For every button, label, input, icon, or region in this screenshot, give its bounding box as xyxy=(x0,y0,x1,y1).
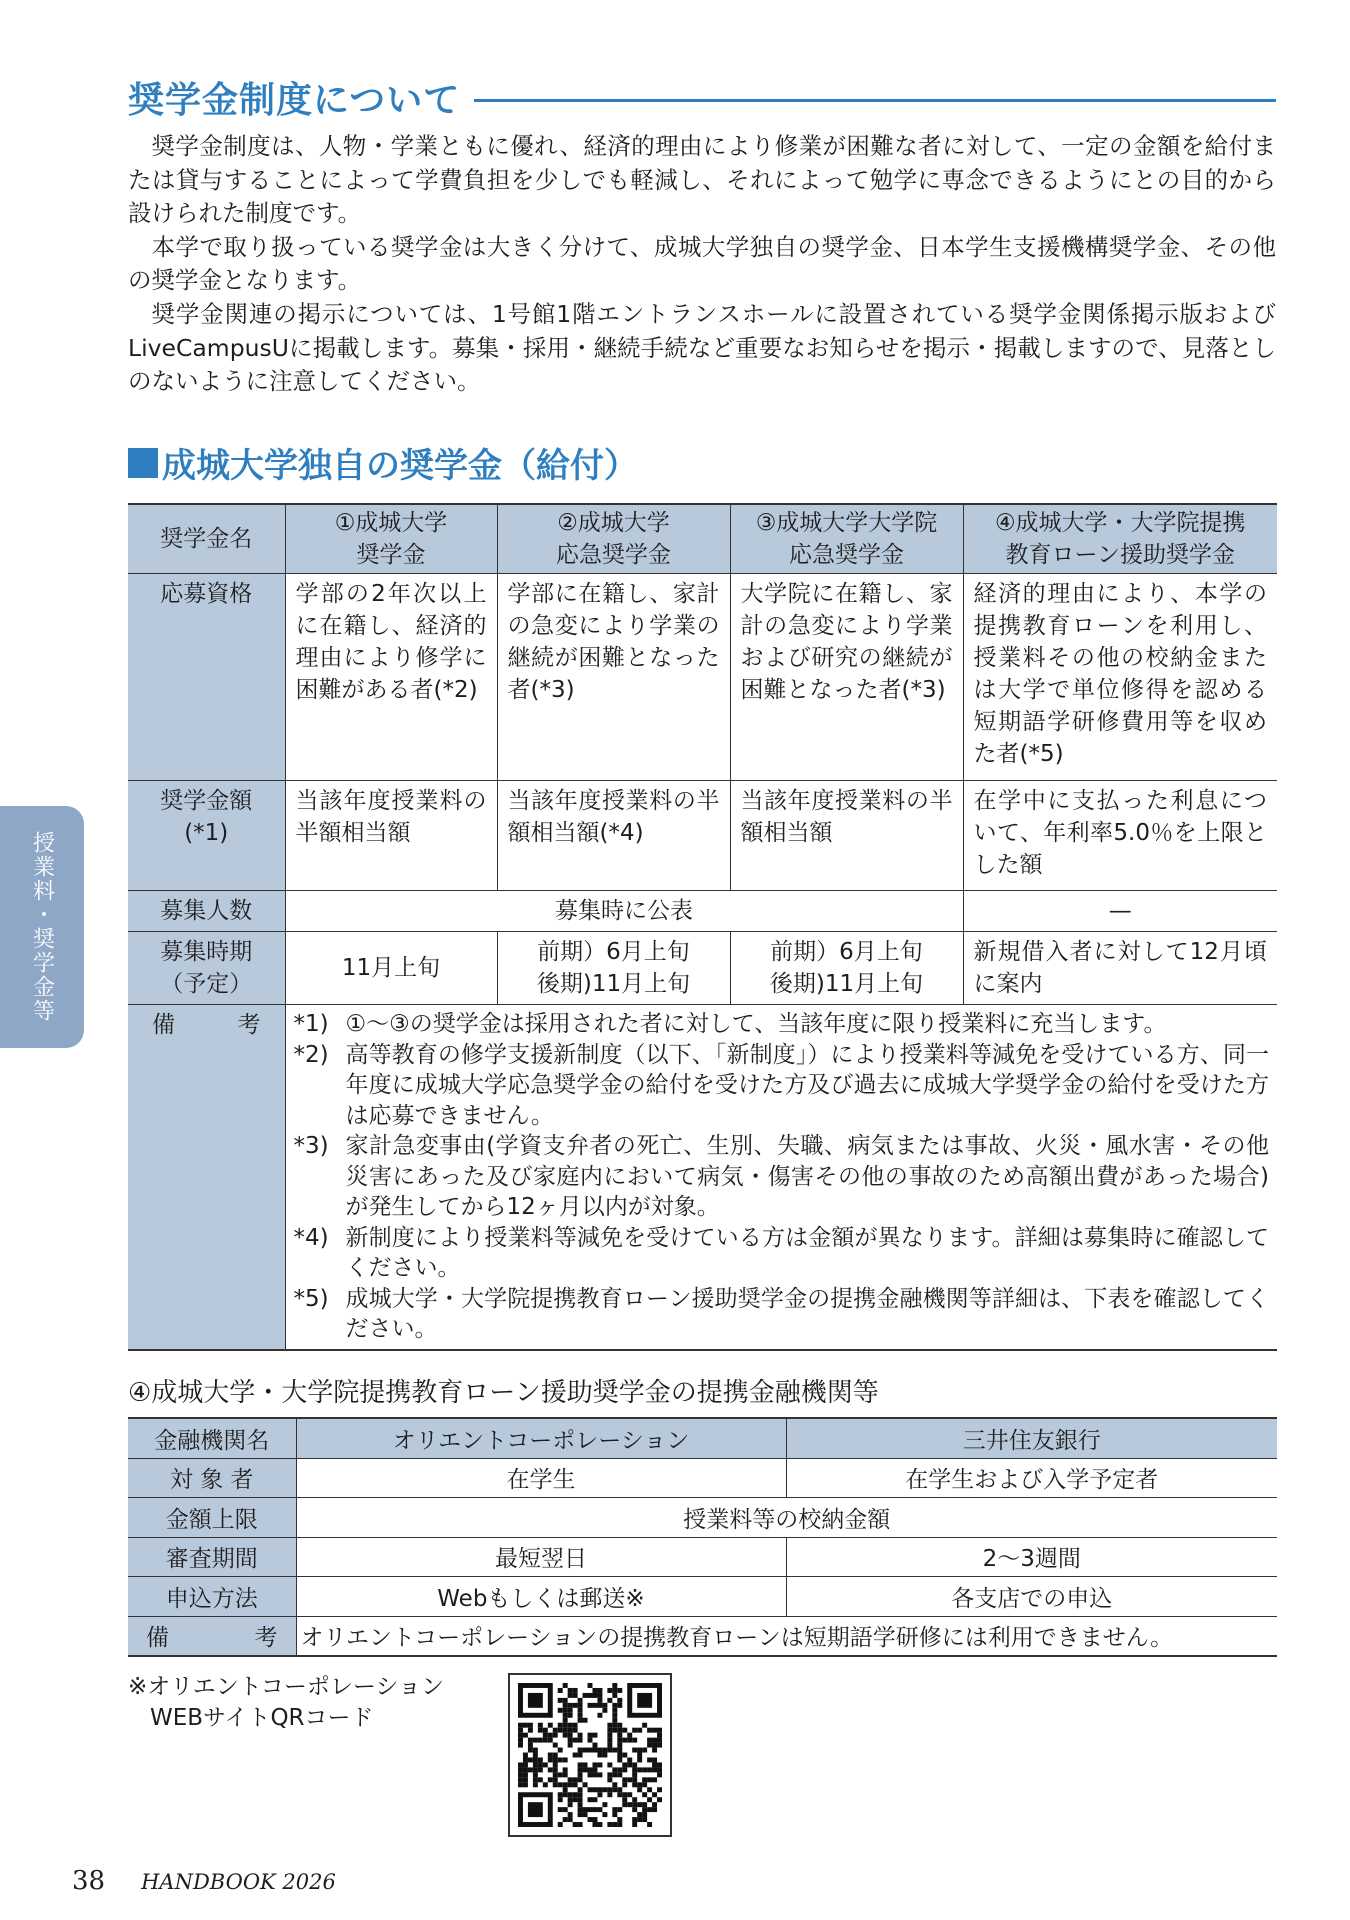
row-label-char: 考 xyxy=(254,1625,278,1652)
column-header-line: 応急奨学金 xyxy=(789,542,904,568)
row-label: 金融機関名 xyxy=(128,1418,296,1458)
table-cell: 在学中に支払った利息について、年利率5.0％を上限とした額 xyxy=(963,781,1277,891)
table-row xyxy=(128,781,1277,891)
table-row xyxy=(128,1458,1277,1498)
row-label: 申込方法 xyxy=(128,1577,296,1617)
row-label-line: 募集時期 xyxy=(160,939,253,965)
loan-partners-table xyxy=(128,1417,1277,1657)
row-label-char: 備 xyxy=(152,1012,175,1038)
table-row xyxy=(128,891,1277,932)
row-label xyxy=(128,1616,296,1656)
table-cell: 当該年度授業料の半額相当額(*4) xyxy=(497,781,730,891)
intro-paragraph: 本学で取り扱っている奨学金は大きく分けて、成城大学独自の奨学金、日本学生支援機構奨学金、その他の奨学金となります。 xyxy=(128,232,1276,295)
row-label: 応募資格 xyxy=(128,574,285,781)
qr-code[interactable] xyxy=(508,1673,672,1837)
column-header-line: ④成城大学・大学院提携 xyxy=(994,510,1246,536)
qr-caption-line: ※オリエントコーポレーション xyxy=(128,1674,444,1700)
table-cell: 2〜3週間 xyxy=(786,1537,1277,1577)
intro-text xyxy=(128,130,1276,399)
section-title: 奨学金制度について xyxy=(128,79,461,121)
cell-line: 後期)11月上旬 xyxy=(769,971,924,997)
table-row xyxy=(128,1537,1277,1577)
row-label: 奨学金名 xyxy=(128,504,285,574)
row-label xyxy=(128,781,285,891)
column-header-line: ②成城大学 xyxy=(557,510,670,536)
table-row xyxy=(128,1418,1277,1458)
footnote xyxy=(294,1223,1270,1284)
footnote-key: *4) xyxy=(293,1224,329,1251)
square-bullet-icon xyxy=(128,448,158,478)
table-cell: 当該年度授業料の半額相当額 xyxy=(285,781,497,891)
section-heading xyxy=(128,72,1276,122)
column-header-line: 教育ローン援助奨学金 xyxy=(1005,542,1236,568)
row-label-char: 考 xyxy=(237,1012,261,1038)
table-row xyxy=(128,574,1277,781)
table-cell: 在学生および入学予定者 xyxy=(786,1458,1277,1498)
qr-caption-line: WEBサイトQRコード xyxy=(150,1705,374,1731)
table-row xyxy=(128,1577,1277,1617)
footnote-key: *2) xyxy=(293,1041,329,1068)
page-footer xyxy=(72,1866,336,1896)
column-header xyxy=(730,504,963,574)
column-header xyxy=(285,504,497,574)
footnote-text: 新制度により授業料等減免を受けている方は金額が異なります。詳細は募集時に確認してください。 xyxy=(345,1224,1269,1281)
table-row xyxy=(128,1616,1277,1656)
heading-rule xyxy=(474,99,1276,102)
cell-line: 前期）6月上旬 xyxy=(770,939,923,965)
table-cell: 各支店での申込 xyxy=(786,1577,1277,1617)
table-cell: 当該年度授業料の半額相当額 xyxy=(730,781,963,891)
table-cell: Webもしくは郵送※ xyxy=(296,1577,786,1617)
page-number: 38 xyxy=(72,1866,106,1896)
footnote-key: *5) xyxy=(293,1285,329,1312)
handbook-label: HANDBOOK 2026 xyxy=(141,1870,336,1894)
footnote xyxy=(294,1009,1270,1040)
table-cell: 大学院に在籍し、家計の急変により学業および研究の継続が困難となった者(*3) xyxy=(730,574,963,781)
table-cell: 学部に在籍し、家計の急変により学業の継続が困難となった者(*3) xyxy=(497,574,730,781)
table-cell xyxy=(497,932,730,1005)
row-label-line: 奨学金額 xyxy=(160,788,253,814)
column-header-line: 応急奨学金 xyxy=(556,542,671,568)
table-row xyxy=(128,932,1277,1005)
subsection-heading xyxy=(128,438,638,487)
column-header: オリエントコーポレーション xyxy=(296,1418,786,1458)
qr-code-icon xyxy=(518,1683,662,1827)
table-row xyxy=(128,1005,1277,1350)
table-cell: 在学生 xyxy=(296,1458,786,1498)
remarks-cell xyxy=(285,1005,1277,1350)
row-label xyxy=(128,1005,285,1350)
column-header-line: ①成城大学 xyxy=(334,510,448,536)
table-cell: 募集時に公表 xyxy=(285,891,963,932)
row-label-char: 備 xyxy=(146,1625,169,1652)
table-cell: 最短翌日 xyxy=(296,1537,786,1577)
intro-paragraph: 奨学金関連の掲示については、1号館1階エントランスホールに設置されている奨学金関係掲示版およびLiveCampusUに掲載します。募集・採用・継続手続など重要なお知らせを掲示・掲載しますので、見落としのないように注意してください。 xyxy=(128,299,1276,396)
column-header: 三井住友銀行 xyxy=(786,1418,1277,1458)
table-cell: — xyxy=(963,891,1277,932)
column-header xyxy=(497,504,730,574)
table-cell: 新規借入者に対して12月頃に案内 xyxy=(963,932,1277,1005)
column-header xyxy=(963,504,1277,574)
footnote-text: 成城大学・大学院提携教育ローン援助奨学金の提携金融機関等詳細は、下表を確認してください。 xyxy=(345,1285,1269,1342)
footnote-key: *3) xyxy=(293,1133,329,1159)
side-tab[interactable] xyxy=(0,806,84,1048)
table-cell xyxy=(730,932,963,1005)
row-label-line: (*1) xyxy=(184,820,229,846)
table-cell: 11月上旬 xyxy=(285,932,497,1005)
row-label-line: （予定） xyxy=(160,971,253,997)
table-cell: 経済的理由により、本学の提携教育ローンを利用し、授業料その他の校納金または大学で単位修得を認める短期語学研修費用等を収めた者(*5) xyxy=(963,574,1277,781)
table-cell: 学部の2年次以上に在籍し、経済的理由により修学に困難がある者(*2) xyxy=(285,574,497,781)
side-tab-label: 授業料・奨学金等 xyxy=(29,831,55,1023)
loan-partners-title: ④成城大学・大学院提携教育ローン援助奨学金の提携金融機関等 xyxy=(128,1378,879,1408)
column-header-line: ③成城大学大学院 xyxy=(755,510,938,536)
cell-line: 前期）6月上旬 xyxy=(537,939,690,965)
row-label: 審査期間 xyxy=(128,1537,296,1577)
qr-caption xyxy=(128,1672,444,1734)
footnote-text: ①〜③の奨学金は採用された者に対して、当該年度に限り授業料に充当します。 xyxy=(345,1011,1167,1037)
row-label: 対 象 者 xyxy=(128,1458,296,1498)
cell-line: 後期)11月上旬 xyxy=(536,971,691,997)
footnote-text: 高等教育の修学支援新制度（以下、「新制度」）により授業料等減免を受けている方、同一年度に成城大学応急奨学金の給付を受けた方及び過去に成城大学奨学金の給付を受けた方は応募できません。 xyxy=(345,1041,1269,1129)
table-row xyxy=(128,504,1277,574)
row-label: 募集人数 xyxy=(128,891,285,932)
table-cell: オリエントコーポレーションの提携教育ローンは短期語学研修には利用できません。 xyxy=(296,1616,1277,1656)
subsection-title: 成城大学独自の奨学金（給付） xyxy=(162,446,638,486)
scholarship-table xyxy=(128,503,1277,1351)
footnote-text: 家計急変事由(学資支弁者の死亡、生別、失職、病気または事故、火災・風水害・その他災害にあった及び家庭内において病気・傷害その他の事故のため高額出費があった場合)が発生してから12ヶ月以内が対象。 xyxy=(345,1133,1269,1220)
intro-paragraph: 奨学金制度は、人物・学業ともに優れ、経済的理由により修業が困難な者に対して、一定の金額を給付または貸与することによって学費負担を少しでも軽減し、それによって勉学に専念できるようにとの目的から設けられた制度です。 xyxy=(128,132,1276,228)
row-label xyxy=(128,932,285,1005)
footnote xyxy=(294,1131,1270,1223)
footnote xyxy=(294,1040,1270,1132)
footnote-key: *1) xyxy=(293,1011,329,1037)
row-label: 金額上限 xyxy=(128,1498,296,1538)
footnote xyxy=(294,1284,1270,1345)
table-row xyxy=(128,1498,1277,1538)
column-header-line: 奨学金 xyxy=(356,542,426,568)
table-cell: 授業料等の校納金額 xyxy=(296,1498,1277,1538)
